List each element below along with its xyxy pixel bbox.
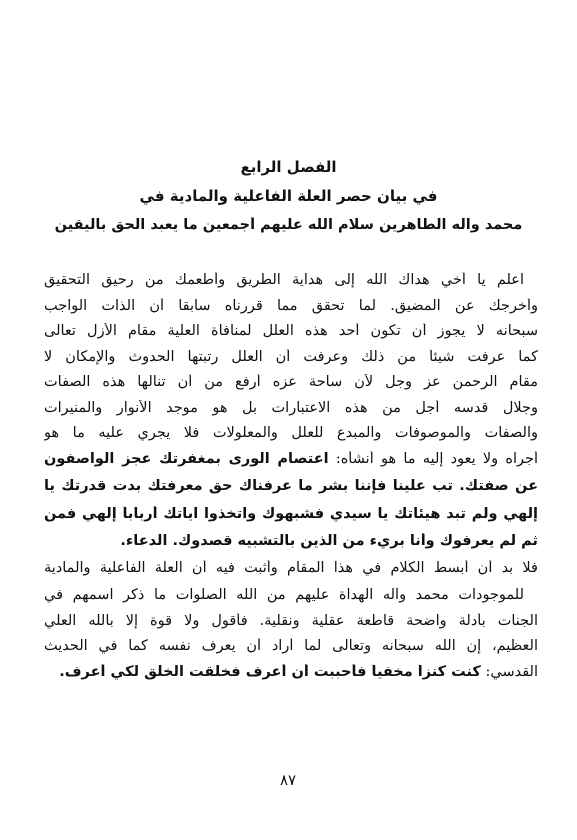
body-line-3: سبحانه لا يجوز أن تكون أحد هذه العلل لمنافاة العلية مقام الأزل تعالى <box>44 323 538 339</box>
body-line-16 <box>44 664 538 680</box>
chapter-title: الفصل الرابع <box>240 158 337 176</box>
page-number: ٨٧ <box>279 771 297 789</box>
hadith-quote: كنت كنزاً مخفياً فأحببت أن أعرف فخلقت الخلق لكي أعرف. <box>59 664 481 680</box>
body-line-13: للموجودات محمد وآله الهداة عليهم من الله الصلوات ما ذكر اسمهم في <box>44 587 524 603</box>
body-line-12: فلا بد أن أبسط الكلام في هذا المقام وأثبت فيه أن العلة الفاعلية والمادية <box>44 560 538 576</box>
body-line-2: وأخرجك عن المضيق. لما تحقق مما قررناه سابقا أن الذات الواجب <box>44 298 538 314</box>
body-line-15: العظيم، إن الله سبحانه وتعالى لما أراد أن يعرف نفسه كما في الحديث <box>44 638 538 654</box>
body-line-11: ثم لم يعرفوك وأنا بريء من الذين بالتشبيه قصدوك. الدعاء. <box>120 533 538 549</box>
body-line-8-text: أجراه ولا يعود إليه ما هو أنشأه: <box>328 451 538 467</box>
body-line-4: كما عرفت شيئاً من ذلك وعرفت أن العلل رتبتها الحدوث والإمكان لا <box>44 349 538 365</box>
body-line-7: والصفات والموصوفات والمبدع للعلل والمعلولات فلا يجري عليه ما هو <box>44 425 538 441</box>
body-line-14: الجنات بأدلة واضحة قاطعة عقلية ونقلية. فأقول ولا قوة إلا بالله العلي <box>44 613 538 629</box>
body-line-10: إلهي ولم تبد هيئاتك يا سيدي فشبهوك واتخذوا آياتك أرباباً إلهي فمن <box>44 506 538 522</box>
body-line-1: اعلم يا أخي هداك الله إلى هداية الطريق وأطعمك من رحيق التحقيق <box>44 272 524 288</box>
body-line-8 <box>44 451 538 467</box>
body-line-16-text: القدسي: <box>480 664 538 680</box>
body-line-9: عن صفتك. تب علينا فإننا بشر ما عرفناك حق معرفتك بدت قدرتك يا <box>44 478 538 494</box>
body-line-6: وجلال قدسه أجل من هذه الاعتبارات بل هو موجد الأنوار والمنيرات <box>44 400 538 416</box>
supplication-quote-start: اعتصام الورى بمغفرتك عجز الواصفون <box>44 451 329 467</box>
chapter-subtitle-line-1: في بيان حصر العلة الفاعلية والمادية في <box>139 187 438 205</box>
body-line-5: مقام الرحمن عز وجل لأن ساحة عزه أرفع من أن تنالها هذه الصفات <box>44 374 538 390</box>
chapter-subtitle-line-2: محمد وآله الطاهرين سلام الله عليهم أجمعين ما يعبد الحق باليقين <box>54 217 523 233</box>
